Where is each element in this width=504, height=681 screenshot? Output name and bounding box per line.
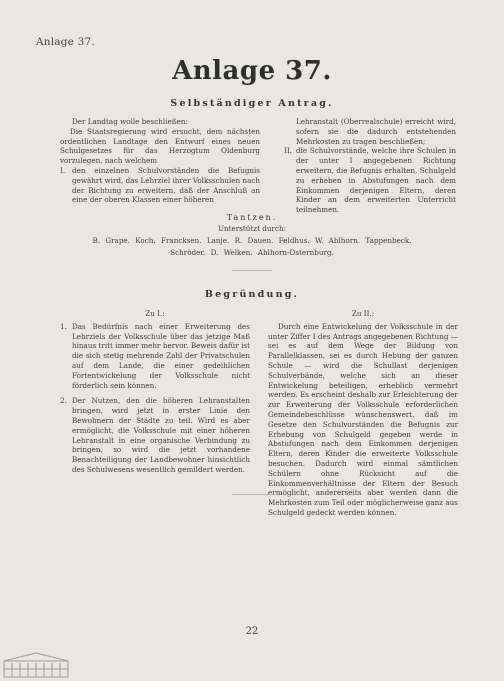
antrag-item-i-continued: [284, 117, 456, 146]
library-building-logo-icon: [2, 651, 70, 679]
author-name: Tantzen.: [226, 213, 278, 222]
signers-line-1: B. Grape. Koch. Francksen. Lanje. R. Dauen. Feldhus. W. Ahlhorn. Tappenbeck.: [92, 236, 412, 245]
list-item-text: die Schulvorstände, welche ihre Schulen in der unter I angegebenen Richtung erweitern, die Befugnis erhalten, Schulgeld zu erheben in Abstufungen nach dem Einkommen derjenigen Eltern, deren Kinder an dem erweiterten Unterricht teilnehmen.: [296, 146, 456, 215]
begruendung-paragraph: Durch eine Entwickelung der Volksschule in der unter Ziffer I des Antrags angegebenen Richtung — sei es auf dem Wege der Bildung von Parallelklassen, sei es durch Hebung der ganzen Schule — wird die Schullast derjenigen Schulverbände, welche sich an dieser Entwickelung beteiligen, erheblich vermehrt werden. Es erscheint deshalb zur Erleichterung der zur Erweiterung der Volksschule erforderlichen Gemeindebeschlüsse wünschenswert, daß im Gesetze den Schulvorständen die Befugnis zur Erhebung von Schulgeld gegeben werde in Abstufungen nach dem Einkommen derjenigen Eltern, deren Kinder die erweiterte Volksschule besuchen. Dadurch wird einmal sämtlichen Schülern ohne Rücksicht auf die Einkommenverhältnisse der Eltern der Besuch ermöglicht, andererseits aber werden dann die Mehrkosten zum Teil oder möglicherweise ganz aus Schulgeld gedeckt werden können.: [268, 321, 458, 517]
begruendung-item-1: [60, 322, 250, 391]
antrag-item-ii: [284, 146, 456, 215]
begruendung-title: Begründung.: [204, 289, 300, 300]
list-item-text: Der Nutzen, den die höheren Lehranstalten bringen, wird jetzt in erster Linie den Bewohnern der Städte zu teil. Wird es aber ermöglicht, die Volksschule mit einer höheren Lehranstalt in eine organische Verbindung zu bringen, so wird die jetzt vorhandene Benachteiligung der Landbewohner hinsichtlich des Schulwesens wesentlich gemildert werden.: [72, 396, 250, 474]
page-number: 22: [245, 626, 259, 637]
begruendung-right-column: [268, 309, 458, 518]
list-marker: 2.: [60, 396, 67, 406]
section-divider: [232, 270, 272, 271]
section-subtitle: Selbständiger Antrag.: [170, 98, 334, 109]
list-marker: 1.: [60, 321, 67, 331]
list-marker: I.: [60, 165, 66, 175]
page-title: Anlage 37.: [172, 56, 332, 86]
list-item-text: Das Bedürfnis nach einer Erweiterung des Lehrziels der Volksschule über das jetzige Maß hinaus tritt immer mehr hervor. Beweis dafür ist die sich stetig mehrende Zahl der Privatschulen auf dem Lande, die einer gedeihlichen Fortentwickelung der Volksschule nicht förderlich sein können.: [72, 321, 250, 390]
support-label: Unterstützt durch:: [217, 224, 287, 233]
signers-line-2: Schröder. D. Welken. Ahlhorn-Osternburg.: [170, 248, 334, 257]
antrag-left-column: [60, 117, 260, 205]
list-item-text: Lehranstalt (Oberrealschule) erreicht wird, sofern sie die dadurch entstehenden Mehrkosten zu tragen beschließen;: [296, 117, 456, 146]
begruendung-left-column: [60, 309, 250, 475]
section-divider: [232, 494, 272, 495]
antrag-paragraph: Die Staatsregierung wird ersucht, dem nächsten ordentlichen Landtage den Entwurf eines neuen Schulgesetzes für das Herzogtum Oldenburg vorzulegen, nach welchem: [60, 126, 260, 166]
begruendung-item-2: [60, 396, 250, 474]
antrag-right-column: [284, 117, 456, 215]
column-heading: Zu I.:: [145, 309, 165, 318]
list-item-text: den einzelnen Schulvorständen die Befugnis gewährt wird, das Lehrziel ihrer Volksschulen nach der Richtung zu erweitern, daß der Anschluß an eine der oberen Klassen einer höheren: [72, 165, 261, 205]
antrag-item-i: [60, 166, 260, 205]
antrag-intro: Der Landtag wolle beschließen:: [72, 117, 188, 126]
column-heading: Zu II.:: [351, 309, 375, 318]
running-head: Anlage 37.: [36, 36, 95, 48]
list-marker: II.: [284, 146, 292, 156]
